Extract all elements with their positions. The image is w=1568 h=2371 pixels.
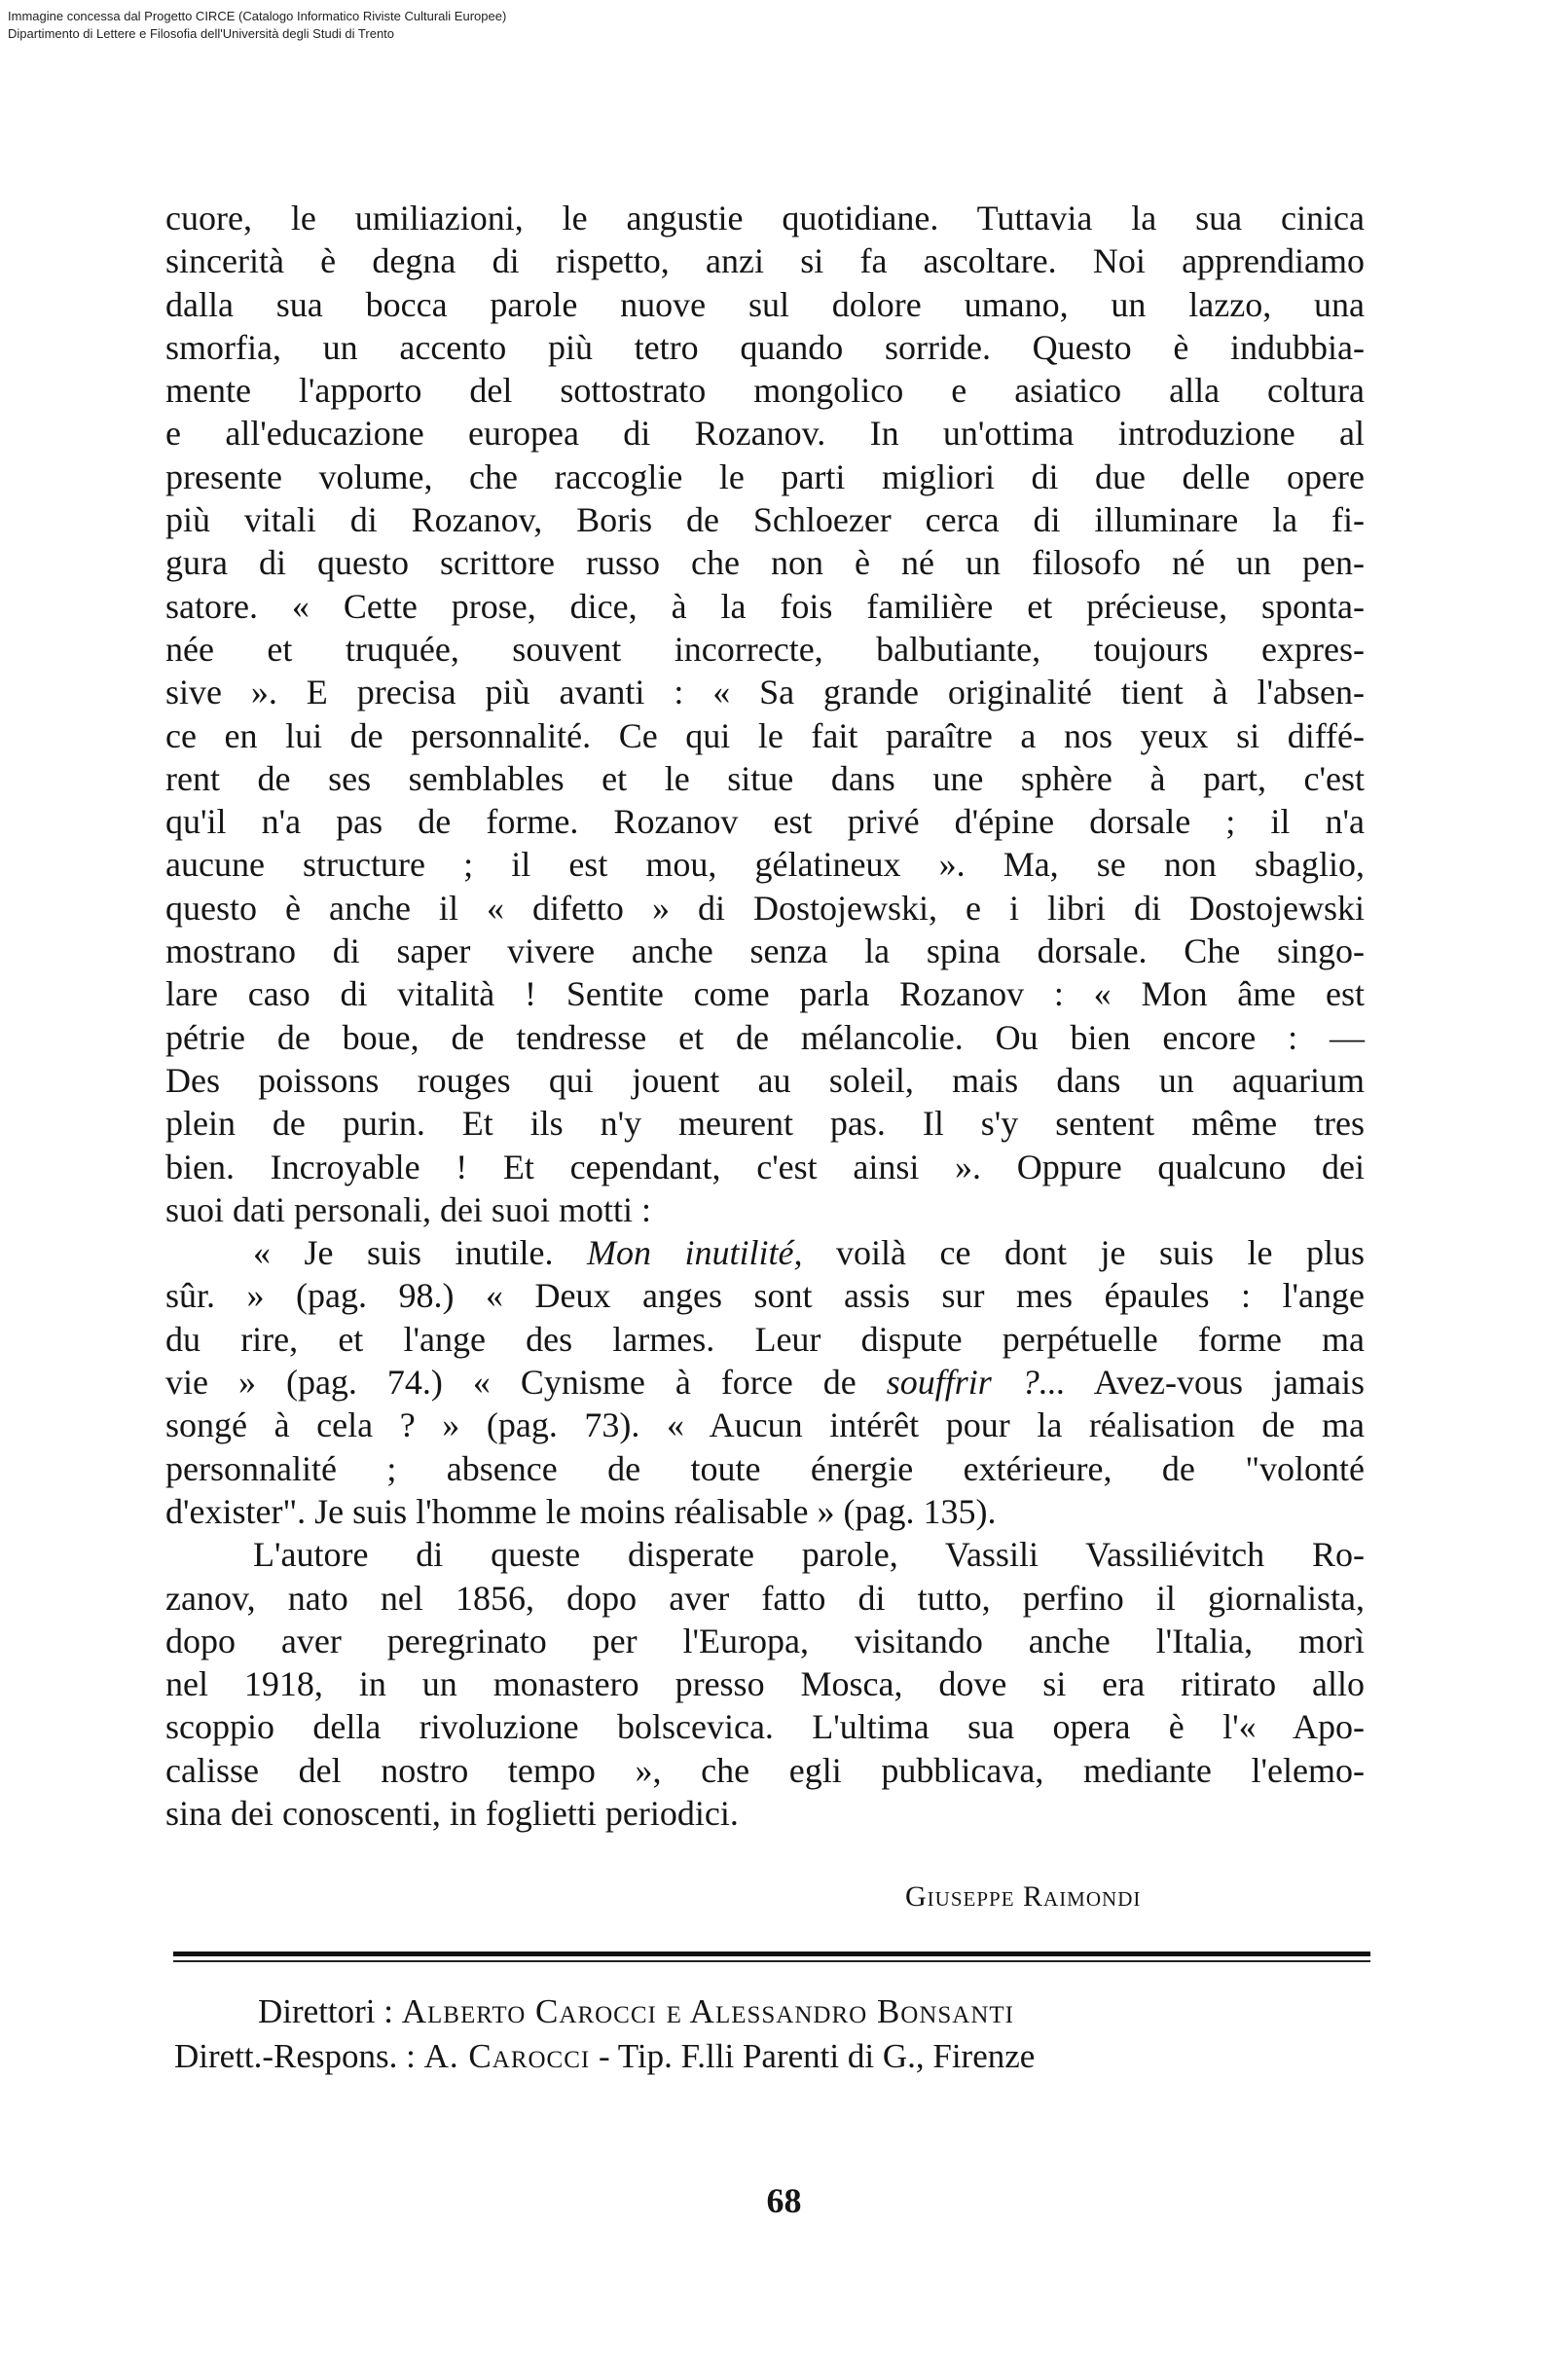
footer-divider (173, 1952, 1370, 1962)
text-line: aucune structure ; il est mou, gélatineux ». Ma, se non sbaglio, (165, 845, 1365, 885)
italic-phrase: Mon inutilité, (587, 1233, 803, 1273)
responsible-label: Dirett.-Respons. : (174, 2037, 416, 2075)
paragraph-1 (165, 197, 1365, 1231)
responsible-director-line (174, 2034, 1367, 2079)
text-line: dopo aver peregrinato per l'Europa, visitando anche l'Italia, morì (165, 1621, 1365, 1660)
editorial-imprint (174, 1989, 1367, 2079)
text-line: pétrie de boue, de tendresse et de mélancolie. Ou bien encore : — (165, 1017, 1365, 1057)
divider-thin-line (173, 1960, 1370, 1962)
text-line: sive ». E precisa più avanti : « Sa grande originalité tient à l'absen- (165, 673, 1365, 712)
text-line: Des poissons rouges qui jouent au soleil, mais dans un aquarium (165, 1060, 1365, 1100)
text-line: cuore, le umiliazioni, le angustie quotidiane. Tuttavia la sua cinica (165, 199, 1365, 237)
text-line: e all'educazione europea di Rozanov. In un'ottima introduzione al (165, 414, 1365, 454)
text-line: questo è anche il « difetto » di Dostojewski, e i libri di Dostojewski (165, 888, 1365, 928)
directors-label: Direttori : (258, 1992, 393, 2030)
credit-line-2: Dipartimento di Lettere e Filosofia dell'Università degli Studi di Trento (8, 26, 395, 41)
text-line: presente volume, che raccoglie le parti migliori di due delle opere (165, 456, 1365, 496)
text-line: sûr. » (pag. 98.) « Deux anges sont assis sur mes épaules : l'ange (165, 1276, 1365, 1316)
text-line: dalla sua bocca parole nuove sul dolore umano, un lazzo, una (165, 284, 1365, 324)
text-line: nel 1918, in un monastero presso Mosca, dove si era ritirato allo (165, 1664, 1365, 1704)
text-line: personnalité ; absence de toute énergie extérieure, de "volonté (165, 1448, 1365, 1488)
text-line: ce en lui de personnalité. Ce qui le fait paraître a nos yeux si diffé- (165, 715, 1365, 755)
text-line: mostrano di saper vivere anche senza la spina dorsale. Che singo- (165, 931, 1365, 971)
text-line: satore. « Cette prose, dice, à la fois familière et précieuse, sponta- (165, 586, 1365, 626)
quote-text: voilà ce dont je suis le plus (802, 1233, 1366, 1273)
author-signature: Giuseppe Raimondi (905, 1880, 1142, 1913)
paragraph-2-quotes (165, 1231, 1365, 1533)
text-line: più vitali di Rozanov, Boris de Schloezer cerca di illuminare la fi- (165, 500, 1365, 540)
directors-names: Alberto Carocci e Alessandro Bonsanti (401, 1992, 1015, 2030)
text-line: scoppio della rivoluzione bolscevica. L'ultima sua opera è l'« Apo- (165, 1707, 1365, 1747)
text-line: gura di questo scrittore russo che non è né un filosofo né un pen- (165, 543, 1365, 583)
text-line: née et truquée, souvent incorrecte, balbutiante, toujours expres- (165, 629, 1365, 669)
credit-line-1: Immagine concessa dal Progetto CIRCE (Catalogo Informatico Riviste Culturali Europee) (8, 9, 507, 23)
directors-line (258, 1989, 1367, 2034)
image-credit-header (8, 8, 506, 43)
quote-text: « Je suis inutile. (253, 1233, 588, 1273)
text-line: qu'il n'a pas de forme. Rozanov est privé d'épine dorsale ; il n'a (165, 802, 1365, 842)
text-line: mente l'apporto del sottostrato mongolico e asiatico alla coltura (165, 371, 1365, 411)
article-body (165, 197, 1365, 1835)
text-line: sincerità è degna di rispetto, anzi si fa ascoltare. Noi apprendiamo (165, 241, 1365, 281)
quote-text: vie » (pag. 74.) « Cynisme à force de (165, 1363, 887, 1403)
responsible-name: A. Carocci (423, 2037, 591, 2075)
printer-info: - Tip. F.lli Parenti di G., Firenze (598, 2037, 1036, 2075)
text-line: bien. Incroyable ! Et cependant, c'est ainsi ». Oppure qualcuno dei (165, 1147, 1365, 1186)
text-line: L'autore di queste disperate parole, Vassili Vassiliévitch Ro- (253, 1535, 1365, 1575)
quote-text: Avez-vous jamais (1065, 1363, 1365, 1403)
italic-phrase: souffrir ?... (886, 1363, 1066, 1403)
text-line: lare caso di vitalità ! Sentite come parla Rozanov : « Mon âme est (165, 974, 1365, 1014)
text-line (165, 1361, 1365, 1404)
page-number: 68 (766, 2181, 802, 2220)
divider-thick-line (173, 1952, 1370, 1956)
text-line: calisse del nostro tempo », che egli pubblicava, mediante l'elemo- (165, 1750, 1365, 1790)
text-line: d'exister". Je suis l'homme le moins réalisable » (pag. 135). (165, 1491, 997, 1531)
text-line (165, 1231, 1365, 1274)
text-line: suoi dati personali, dei suoi motti : (165, 1189, 651, 1229)
text-line: plein de purin. Et ils n'y meurent pas. Il s'y sentent même tres (165, 1104, 1365, 1144)
text-line: rent de ses semblables et le situe dans une sphère à part, c'est (165, 758, 1365, 798)
text-line: songé à cela ? » (pag. 73). « Aucun intérêt pour la réalisation de ma (165, 1405, 1365, 1445)
paragraph-3 (165, 1533, 1365, 1835)
text-line: du rire, et l'ange des larmes. Leur dispute perpétuelle forme ma (165, 1319, 1365, 1359)
text-line: smorfia, un accento più tetro quando sorride. Questo è indubbia- (165, 327, 1365, 367)
text-line: sina dei conoscenti, in foglietti periodici. (165, 1793, 739, 1833)
text-line: zanov, nato nel 1856, dopo aver fatto di tutto, perfino il giornalista, (165, 1578, 1365, 1618)
